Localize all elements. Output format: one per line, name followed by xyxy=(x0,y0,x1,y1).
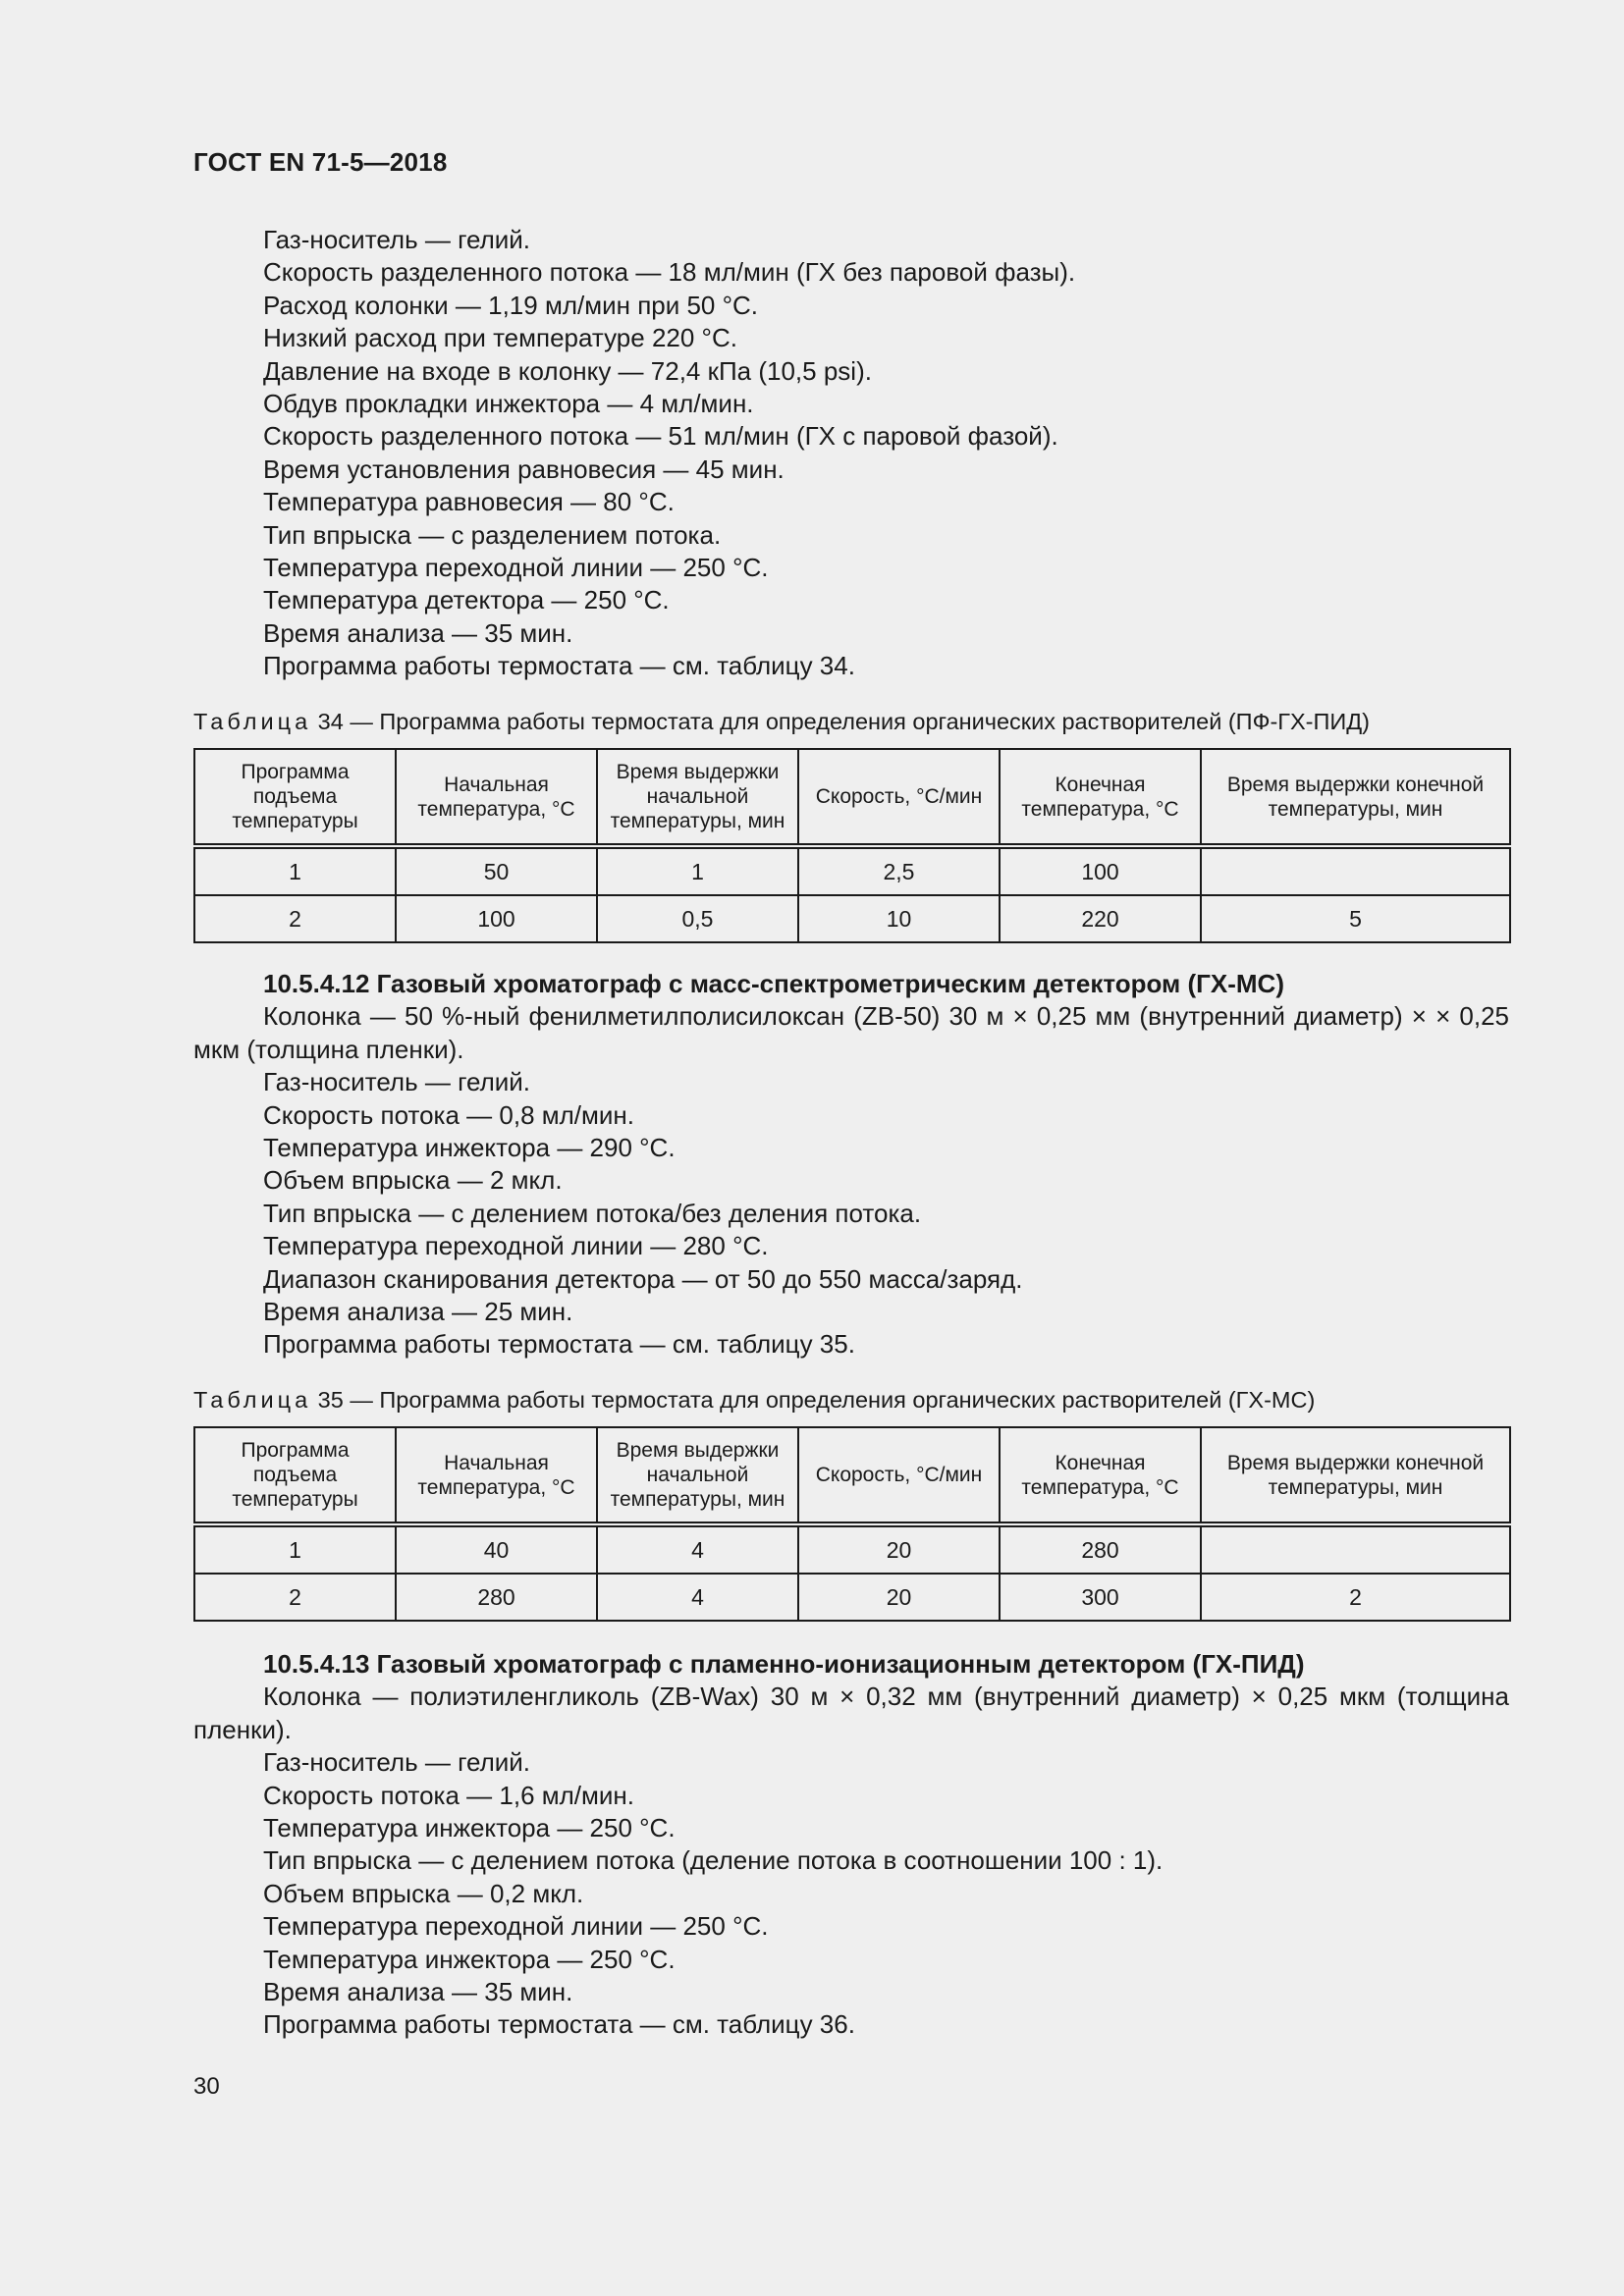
column-header: Начальная температура, °С xyxy=(396,749,597,846)
column-header: Время выдержки конечной температуры, мин xyxy=(1201,1427,1510,1524)
param-line: Время анализа — 25 мин. xyxy=(263,1297,573,1327)
table-cell: 5 xyxy=(1201,895,1510,942)
param-line: Температура инжектора — 290 °С. xyxy=(263,1133,676,1163)
column-header: Скорость, °С/мин xyxy=(798,749,1000,846)
table-cell: 2 xyxy=(1201,1574,1510,1621)
param-line: Диапазон сканирования детектора — от 50 до 550 масса/заряд. xyxy=(263,1263,1023,1294)
table-34-caption xyxy=(193,707,1370,736)
param-line: Температура детектора — 250 °С. xyxy=(263,585,670,615)
table-cell: 220 xyxy=(1000,895,1201,942)
table-caption-text: 34 — Программа работы термостата для определения органических растворителей (ПФ-ГХ-ПИД) xyxy=(311,709,1371,734)
table-row xyxy=(194,846,1510,895)
table-cell: 280 xyxy=(1000,1524,1201,1574)
param-line: Давление на входе в колонку — 72,4 кПа (10,5 psi). xyxy=(263,355,872,386)
column-header: Время выдержки начальной температуры, мин xyxy=(597,749,798,846)
table-cell: 4 xyxy=(597,1574,798,1621)
column-header: Программа подъема температуры xyxy=(194,749,396,846)
table-cell: 20 xyxy=(798,1524,1000,1574)
table-row xyxy=(194,1574,1510,1621)
column-header: Конечная температура, °С xyxy=(1000,749,1201,846)
param-line: Время анализа — 35 мин. xyxy=(263,1977,573,2007)
table-row xyxy=(194,1524,1510,1574)
param-line: Скорость потока — 1,6 мл/мин. xyxy=(263,1780,635,1810)
param-line: Температура переходной линии — 250 °С. xyxy=(263,553,769,583)
section-10-5-4-13 xyxy=(193,1648,1509,2042)
param-line: Газ-носитель — гелий. xyxy=(263,1067,531,1097)
table-cell xyxy=(1201,846,1510,895)
table-header-row xyxy=(194,749,1510,846)
table-cell: 2,5 xyxy=(798,846,1000,895)
param-line: Газ-носитель — гелий. xyxy=(263,1747,531,1778)
table-cell: 40 xyxy=(396,1524,597,1574)
param-line: Скорость потока — 0,8 мл/мин. xyxy=(263,1099,635,1130)
param-line: Газ-носитель — гелий. xyxy=(263,225,531,254)
table-cell: 1 xyxy=(194,846,396,895)
column-header: Начальная температура, °С xyxy=(396,1427,597,1524)
param-line: Температура инжектора — 250 °С. xyxy=(263,1813,676,1843)
param-line: Низкий расход при температуре 220 °С. xyxy=(263,323,737,353)
table-cell: 2 xyxy=(194,1574,396,1621)
table-35 xyxy=(193,1426,1511,1622)
column-description: Колонка — 50 %-ный фенилметилполисилоксан (ZB-50) 30 м × 0,25 мм (внутренний диаметр) × × 0,25 мкм (толщина пленки). xyxy=(193,1001,1509,1064)
table-header-row xyxy=(194,1427,1510,1524)
column-header: Время выдержки конечной температуры, мин xyxy=(1201,749,1510,846)
param-line: Объем впрыска — 0,2 мкл. xyxy=(263,1878,584,1908)
param-line: Температура инжектора — 250 °С. xyxy=(263,1944,676,1974)
param-line: Программа работы термостата — см. таблицу 36. xyxy=(263,2009,855,2040)
param-line: Расход колонки — 1,19 мл/мин при 50 °С. xyxy=(263,290,759,320)
section-heading: 10.5.4.12 Газовый хроматограф с масс-спектрометрическим детектором (ГХ-МС) xyxy=(263,969,1284,998)
param-line: Объем впрыска — 2 мкл. xyxy=(263,1165,563,1196)
param-line: Тип впрыска — с разделением потока. xyxy=(263,519,722,550)
table-cell: 50 xyxy=(396,846,597,895)
document-header: ГОСТ EN 71-5—2018 xyxy=(193,147,448,177)
param-line: Тип впрыска — с делением потока/без деления потока. xyxy=(263,1198,922,1228)
column-description: Колонка — полиэтиленгликоль (ZB-Wax) 30 м × 0,32 мм (внутренний диаметр) × 0,25 мкм (толщина пленки). xyxy=(193,1682,1509,1744)
section-10-5-4-12 xyxy=(193,968,1509,1362)
param-line: Программа работы термостата — см. таблицу 34. xyxy=(263,651,855,681)
table-caption-label: Таблица xyxy=(193,1387,312,1413)
column-header: Программа подъема температуры xyxy=(194,1427,396,1524)
parameters-list-1 xyxy=(193,224,1509,683)
param-line: Скорость разделенного потока — 18 мл/мин (ГХ без паровой фазы). xyxy=(263,257,1076,288)
table-cell: 10 xyxy=(798,895,1000,942)
table-cell: 1 xyxy=(597,846,798,895)
table-34 xyxy=(193,748,1511,943)
table-caption-text: 35 — Программа работы термостата для определения органических растворителей (ГХ-МС) xyxy=(311,1387,1316,1413)
param-line: Температура переходной линии — 250 °С. xyxy=(263,1911,769,1942)
table-cell: 4 xyxy=(597,1524,798,1574)
param-line: Тип впрыска — с делением потока (деление потока в соотношении 100 : 1). xyxy=(263,1845,1164,1876)
table-cell: 0,5 xyxy=(597,895,798,942)
table-cell xyxy=(1201,1524,1510,1574)
page-number: 30 xyxy=(193,2073,220,2100)
column-header: Время выдержки начальной температуры, мин xyxy=(597,1427,798,1524)
table-35-caption xyxy=(193,1385,1315,1415)
table-row xyxy=(194,895,1510,942)
param-line: Температура равновесия — 80 °С. xyxy=(263,487,675,517)
param-line: Программа работы термостата — см. таблицу 35. xyxy=(263,1329,855,1360)
column-header: Конечная температура, °С xyxy=(1000,1427,1201,1524)
table-cell: 20 xyxy=(798,1574,1000,1621)
table-cell: 300 xyxy=(1000,1574,1201,1621)
table-cell: 100 xyxy=(396,895,597,942)
param-line: Время установления равновесия — 45 мин. xyxy=(263,454,785,484)
table-cell: 2 xyxy=(194,895,396,942)
table-cell: 100 xyxy=(1000,846,1201,895)
section-heading: 10.5.4.13 Газовый хроматограф с пламенно-ионизационным детектором (ГХ-ПИД) xyxy=(263,1649,1305,1679)
param-line: Обдув прокладки инжектора — 4 мл/мин. xyxy=(263,389,754,419)
table-cell: 1 xyxy=(194,1524,396,1574)
column-header: Скорость, °С/мин xyxy=(798,1427,1000,1524)
table-caption-label: Таблица xyxy=(193,709,312,734)
param-line: Время анализа — 35 мин. xyxy=(263,617,573,648)
table-cell: 280 xyxy=(396,1574,597,1621)
param-line: Скорость разделенного потока — 51 мл/мин (ГХ с паровой фазой). xyxy=(263,421,1058,452)
param-line: Температура переходной линии — 280 °С. xyxy=(263,1231,769,1261)
